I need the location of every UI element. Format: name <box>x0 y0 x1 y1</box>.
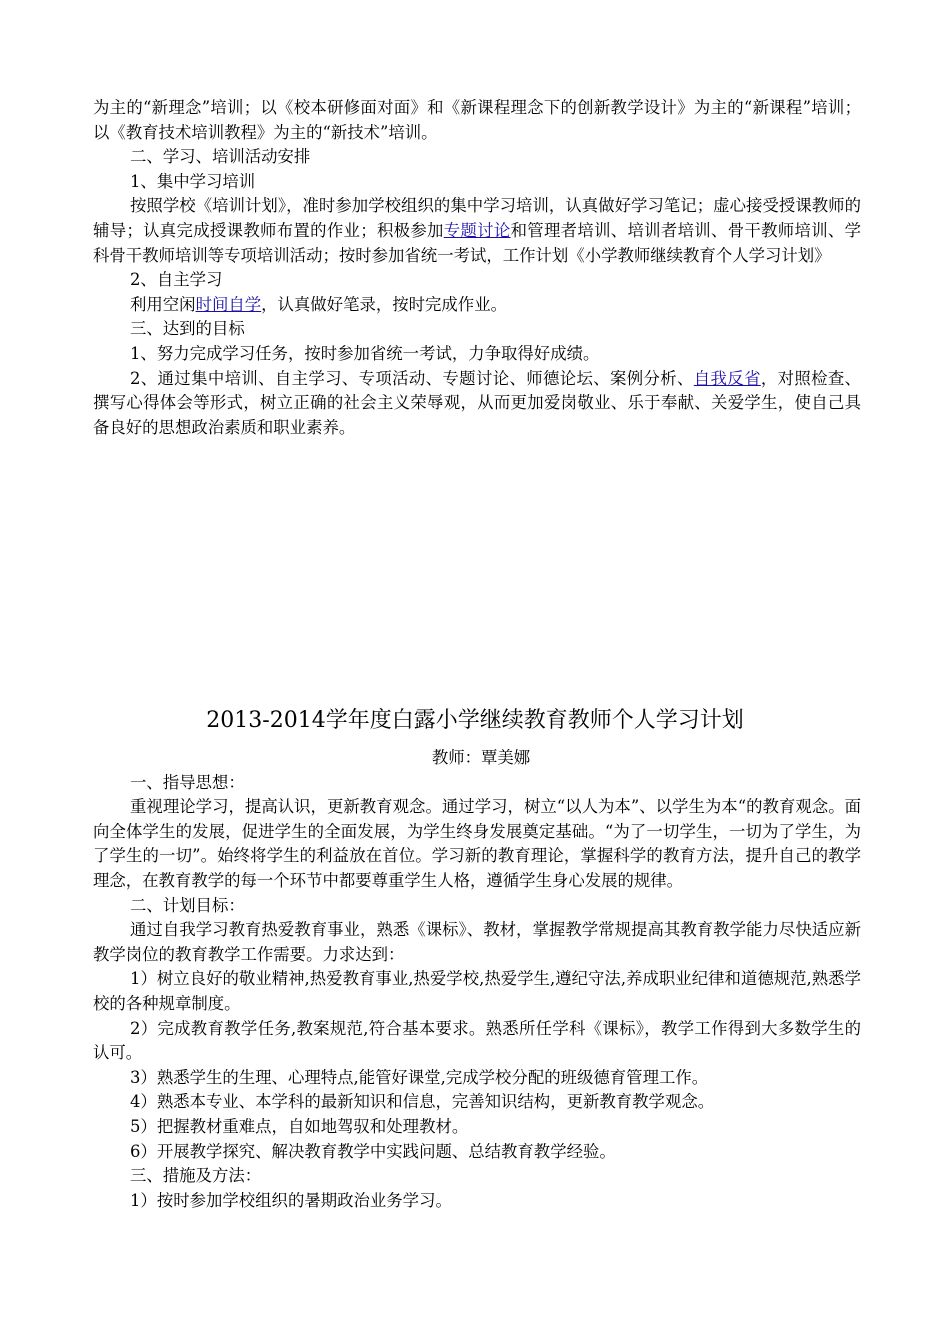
section-heading: 三、措施及方法： <box>130 1166 262 1186</box>
paragraph: 通过自我学习教育热爱教育事业，熟悉《课标》、教材，掌握教学常规提高其教育教学能力尽快适应新教学岗位的教育教学工作需要。力求达到： <box>93 920 861 964</box>
target-item: 5）把握教材重难点，自如地驾驭和处理教材。 <box>130 1116 469 1136</box>
paragraph: 为主的“新理念”培训；以《校本研修面对面》和《新课程理念下的创新教学设计》为主的“新课程”培训；以《教育技术培训教程》为主的“新技术”培训。 <box>93 98 861 142</box>
link-topic-discussion[interactable]: 专题讨论 <box>443 220 511 240</box>
text-run: 按照学校《培训计划》，准时参加学校组织的集中学习培训，认真做好学习笔记；虚心接受授课教师的辅导；认真完成授课教师布置的作业；积极参加 <box>93 196 861 240</box>
text-run: 2、通过集中培训、自主学习、专项活动、专题讨论、师德论坛、案例分析、 <box>130 368 694 388</box>
subsection-heading: 1、集中学习培训 <box>130 171 256 191</box>
text-run: 和管理者培训、培训者培训、骨干教师培训、学科骨干教师培训等专项培训活动；按时参加省统一考试，工作计划《小学教师继续教育个人学习计划》 <box>93 220 862 265</box>
subsection-heading: 2、自主学习 <box>130 270 223 290</box>
document-title: 2013-2014学年度白露小学继续教育教师个人学习计划 <box>206 708 744 733</box>
goal-item: 1、努力完成学习任务，按时参加省统一考试，力争取得好成绩。 <box>130 343 600 363</box>
text-run: ，认真做好笔录，按时完成作业。 <box>261 294 507 314</box>
section-heading: 二、学习、培训活动安排 <box>130 147 311 167</box>
link-self-reflection[interactable]: 自我反省 <box>693 368 761 388</box>
section-heading: 二、计划目标： <box>130 895 245 915</box>
goal-item <box>93 367 861 441</box>
section-heading: 三、达到的目标 <box>130 319 245 339</box>
link-self-study[interactable]: 时间自学 <box>195 294 262 314</box>
paragraph <box>93 293 861 318</box>
section-heading: 一、指导思想： <box>130 772 245 792</box>
text-run: ，对照检查、撰写心得体会等形式，树立正确的社会主义荣辱观，从而更加爱岗敬业、乐于奉献、关爱学生，使自己具备良好的思想政治素质和职业素养。 <box>93 368 862 437</box>
section-part2 <box>93 746 861 1213</box>
target-item: 6）开展教学探究、解决教育教学中实践问题、总结教育教学经验。 <box>130 1141 616 1161</box>
target-item: 4）熟悉本专业、本学科的最新知识和信息，完善知识结构，更新教育教学观念。 <box>130 1092 715 1112</box>
measure-item: 1）按时参加学校组织的暑期政治业务学习。 <box>130 1190 452 1210</box>
section-part1 <box>93 96 861 440</box>
target-item: 1）树立良好的敬业精神,热爱教育事业,热爱学校,热爱学生,遵纪守法,养成职业纪律和道德规范,熟悉学校的各种规章制度。 <box>93 969 861 1013</box>
target-item: 2）完成教育教学任务,教案规范,符合基本要求。熟悉所任学科《课标》，教学工作得到大多数学生的认可。 <box>93 1018 861 1063</box>
teacher-name: 教师：覃美娜 <box>431 748 531 767</box>
document-page <box>93 96 862 1210</box>
target-item: 3）熟悉学生的生理、心理特点,能管好课堂,完成学校分配的班级德育管理工作。 <box>130 1067 709 1087</box>
paragraph: 重视理论学习，提高认识，更新教育观念。通过学习，树立“以人为本”、以学生为本“的教育观念。面向全体学生的发展，促进学生的全面发展，为学生终身发展奠定基础。“为了一切学生，一切为了学生，为了学生的一切”。始终将学生的利益放在首位。学习新的教育理论，掌握科学的教育方法，提升自己的教学理念，在教育教学的每一个环节中都要尊重学生人格，遵循学生身心发展的规律。 <box>93 797 861 890</box>
paragraph <box>93 194 861 268</box>
text-run: 利用空闲 <box>130 294 196 314</box>
